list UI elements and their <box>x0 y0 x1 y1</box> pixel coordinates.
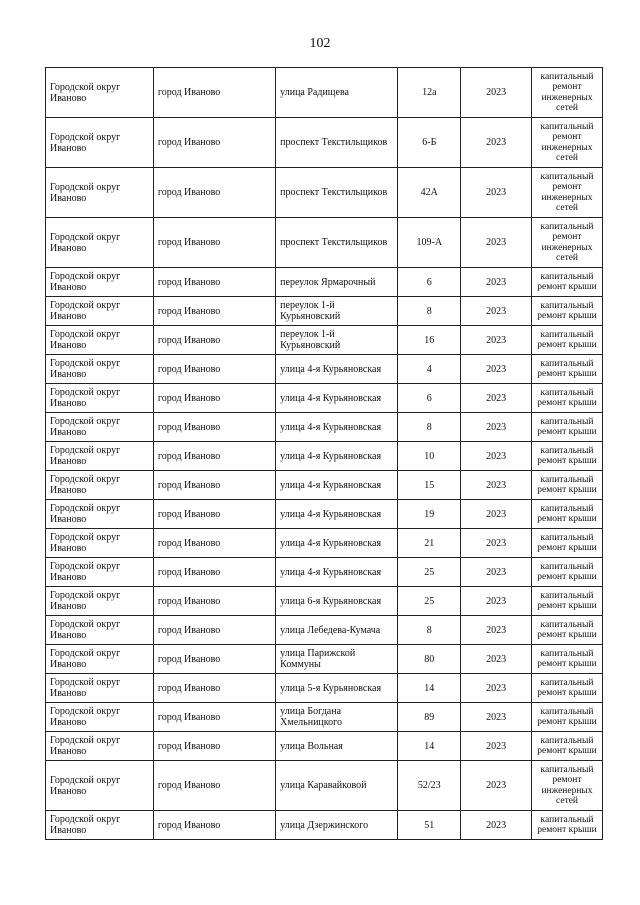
work-type-cell: капитальный ремонт инженерных сетей <box>532 218 603 268</box>
street-cell: проспект Текстильщиков <box>276 168 398 218</box>
work-type-cell: капитальный ремонт крыши <box>532 355 603 384</box>
work-type-cell: капитальный ремонт крыши <box>532 442 603 471</box>
year-cell: 2023 <box>461 326 532 355</box>
work-type-cell: капитальный ремонт крыши <box>532 326 603 355</box>
registry-table <box>45 67 603 840</box>
work-type-cell: капитальный ремонт крыши <box>532 471 603 500</box>
house-number-cell: 42А <box>398 168 461 218</box>
street-cell: улица 4-я Курьяновская <box>276 529 398 558</box>
street-cell: улица Парижской Коммуны <box>276 645 398 674</box>
work-type-cell: капитальный ремонт крыши <box>532 703 603 732</box>
year-cell: 2023 <box>461 500 532 529</box>
district-cell: Городской округ Иваново <box>46 811 154 840</box>
work-type-cell: капитальный ремонт крыши <box>532 674 603 703</box>
city-cell: город Иваново <box>153 326 275 355</box>
year-cell: 2023 <box>461 218 532 268</box>
city-cell: город Иваново <box>153 703 275 732</box>
city-cell: город Иваново <box>153 761 275 811</box>
year-cell: 2023 <box>461 558 532 587</box>
street-cell: переулок 1-й Курьяновский <box>276 297 398 326</box>
city-cell: город Иваново <box>153 118 275 168</box>
district-cell: Городской округ Иваново <box>46 471 154 500</box>
table-row <box>46 471 603 500</box>
district-cell: Городской округ Иваново <box>46 500 154 529</box>
district-cell: Городской округ Иваново <box>46 616 154 645</box>
district-cell: Городской округ Иваново <box>46 118 154 168</box>
street-cell: улица Лебедева-Кумача <box>276 616 398 645</box>
table-row <box>46 587 603 616</box>
table-row <box>46 674 603 703</box>
work-type-cell: капитальный ремонт крыши <box>532 587 603 616</box>
street-cell: переулок Ярмарочный <box>276 268 398 297</box>
work-type-cell: капитальный ремонт крыши <box>532 268 603 297</box>
house-number-cell: 8 <box>398 413 461 442</box>
work-type-cell: капитальный ремонт крыши <box>532 645 603 674</box>
city-cell: город Иваново <box>153 268 275 297</box>
street-cell: улица 4-я Курьяновская <box>276 355 398 384</box>
work-type-cell: капитальный ремонт крыши <box>532 413 603 442</box>
street-cell: улица 4-я Курьяновская <box>276 413 398 442</box>
house-number-cell: 4 <box>398 355 461 384</box>
city-cell: город Иваново <box>153 587 275 616</box>
city-cell: город Иваново <box>153 218 275 268</box>
year-cell: 2023 <box>461 471 532 500</box>
year-cell: 2023 <box>461 268 532 297</box>
house-number-cell: 10 <box>398 442 461 471</box>
house-number-cell: 6-Б <box>398 118 461 168</box>
house-number-cell: 15 <box>398 471 461 500</box>
street-cell: улица 6-я Курьяновская <box>276 587 398 616</box>
house-number-cell: 16 <box>398 326 461 355</box>
work-type-cell: капитальный ремонт крыши <box>532 384 603 413</box>
year-cell: 2023 <box>461 732 532 761</box>
house-number-cell: 14 <box>398 674 461 703</box>
house-number-cell: 25 <box>398 587 461 616</box>
district-cell: Городской округ Иваново <box>46 413 154 442</box>
district-cell: Городской округ Иваново <box>46 384 154 413</box>
district-cell: Городской округ Иваново <box>46 297 154 326</box>
street-cell: улица 4-я Курьяновская <box>276 442 398 471</box>
district-cell: Городской округ Иваново <box>46 355 154 384</box>
street-cell: улица 4-я Курьяновская <box>276 500 398 529</box>
city-cell: город Иваново <box>153 732 275 761</box>
city-cell: город Иваново <box>153 384 275 413</box>
year-cell: 2023 <box>461 811 532 840</box>
house-number-cell: 89 <box>398 703 461 732</box>
district-cell: Городской округ Иваново <box>46 761 154 811</box>
year-cell: 2023 <box>461 384 532 413</box>
district-cell: Городской округ Иваново <box>46 268 154 297</box>
city-cell: город Иваново <box>153 645 275 674</box>
table-row <box>46 558 603 587</box>
year-cell: 2023 <box>461 297 532 326</box>
work-type-cell: капитальный ремонт крыши <box>532 732 603 761</box>
city-cell: город Иваново <box>153 558 275 587</box>
work-type-cell: капитальный ремонт инженерных сетей <box>532 168 603 218</box>
house-number-cell: 80 <box>398 645 461 674</box>
work-type-cell: капитальный ремонт инженерных сетей <box>532 68 603 118</box>
table-row <box>46 529 603 558</box>
table-row <box>46 355 603 384</box>
work-type-cell: капитальный ремонт крыши <box>532 811 603 840</box>
district-cell: Городской округ Иваново <box>46 218 154 268</box>
work-type-cell: капитальный ремонт крыши <box>532 558 603 587</box>
street-cell: улица Каравайковой <box>276 761 398 811</box>
year-cell: 2023 <box>461 413 532 442</box>
city-cell: город Иваново <box>153 674 275 703</box>
city-cell: город Иваново <box>153 355 275 384</box>
house-number-cell: 51 <box>398 811 461 840</box>
work-type-cell: капитальный ремонт крыши <box>532 616 603 645</box>
year-cell: 2023 <box>461 674 532 703</box>
table-row <box>46 326 603 355</box>
street-cell: улица Вольная <box>276 732 398 761</box>
table-row <box>46 168 603 218</box>
house-number-cell: 14 <box>398 732 461 761</box>
district-cell: Городской округ Иваново <box>46 168 154 218</box>
table-row <box>46 118 603 168</box>
table-row <box>46 732 603 761</box>
city-cell: город Иваново <box>153 442 275 471</box>
year-cell: 2023 <box>461 529 532 558</box>
house-number-cell: 6 <box>398 268 461 297</box>
district-cell: Городской округ Иваново <box>46 674 154 703</box>
house-number-cell: 52/23 <box>398 761 461 811</box>
district-cell: Городской округ Иваново <box>46 326 154 355</box>
city-cell: город Иваново <box>153 500 275 529</box>
district-cell: Городской округ Иваново <box>46 558 154 587</box>
year-cell: 2023 <box>461 168 532 218</box>
table-row <box>46 218 603 268</box>
table-row <box>46 811 603 840</box>
table-row <box>46 703 603 732</box>
street-cell: улица 5-я Курьяновская <box>276 674 398 703</box>
table-row <box>46 645 603 674</box>
district-cell: Городской округ Иваново <box>46 732 154 761</box>
city-cell: город Иваново <box>153 68 275 118</box>
house-number-cell: 6 <box>398 384 461 413</box>
district-cell: Городской округ Иваново <box>46 68 154 118</box>
street-cell: проспект Текстильщиков <box>276 118 398 168</box>
work-type-cell: капитальный ремонт инженерных сетей <box>532 761 603 811</box>
year-cell: 2023 <box>461 761 532 811</box>
table-row <box>46 761 603 811</box>
work-type-cell: капитальный ремонт крыши <box>532 529 603 558</box>
city-cell: город Иваново <box>153 168 275 218</box>
year-cell: 2023 <box>461 703 532 732</box>
table-row <box>46 297 603 326</box>
house-number-cell: 19 <box>398 500 461 529</box>
table-row <box>46 442 603 471</box>
house-number-cell: 109-А <box>398 218 461 268</box>
page-number: 102 <box>309 36 331 51</box>
city-cell: город Иваново <box>153 413 275 442</box>
district-cell: Городской округ Иваново <box>46 529 154 558</box>
street-cell: улица 4-я Курьяновская <box>276 558 398 587</box>
year-cell: 2023 <box>461 118 532 168</box>
street-cell: улица Радищева <box>276 68 398 118</box>
work-type-cell: капитальный ремонт инженерных сетей <box>532 118 603 168</box>
table-row <box>46 500 603 529</box>
work-type-cell: капитальный ремонт крыши <box>532 297 603 326</box>
street-cell: улица 4-я Курьяновская <box>276 384 398 413</box>
year-cell: 2023 <box>461 645 532 674</box>
year-cell: 2023 <box>461 68 532 118</box>
city-cell: город Иваново <box>153 529 275 558</box>
table-row <box>46 384 603 413</box>
city-cell: город Иваново <box>153 616 275 645</box>
street-cell: улица 4-я Курьяновская <box>276 471 398 500</box>
city-cell: город Иваново <box>153 811 275 840</box>
table-row <box>46 413 603 442</box>
city-cell: город Иваново <box>153 471 275 500</box>
house-number-cell: 21 <box>398 529 461 558</box>
year-cell: 2023 <box>461 355 532 384</box>
registry-body <box>46 68 603 840</box>
year-cell: 2023 <box>461 442 532 471</box>
district-cell: Городской округ Иваново <box>46 442 154 471</box>
table-row <box>46 616 603 645</box>
street-cell: улица Богдана Хмельницкого <box>276 703 398 732</box>
district-cell: Городской округ Иваново <box>46 587 154 616</box>
house-number-cell: 25 <box>398 558 461 587</box>
city-cell: город Иваново <box>153 297 275 326</box>
work-type-cell: капитальный ремонт крыши <box>532 500 603 529</box>
house-number-cell: 8 <box>398 297 461 326</box>
year-cell: 2023 <box>461 587 532 616</box>
house-number-cell: 8 <box>398 616 461 645</box>
house-number-cell: 12а <box>398 68 461 118</box>
street-cell: проспект Текстильщиков <box>276 218 398 268</box>
street-cell: переулок 1-й Курьяновский <box>276 326 398 355</box>
table-row <box>46 268 603 297</box>
table-row <box>46 68 603 118</box>
district-cell: Городской округ Иваново <box>46 703 154 732</box>
district-cell: Городской округ Иваново <box>46 645 154 674</box>
year-cell: 2023 <box>461 616 532 645</box>
street-cell: улица Дзержинского <box>276 811 398 840</box>
